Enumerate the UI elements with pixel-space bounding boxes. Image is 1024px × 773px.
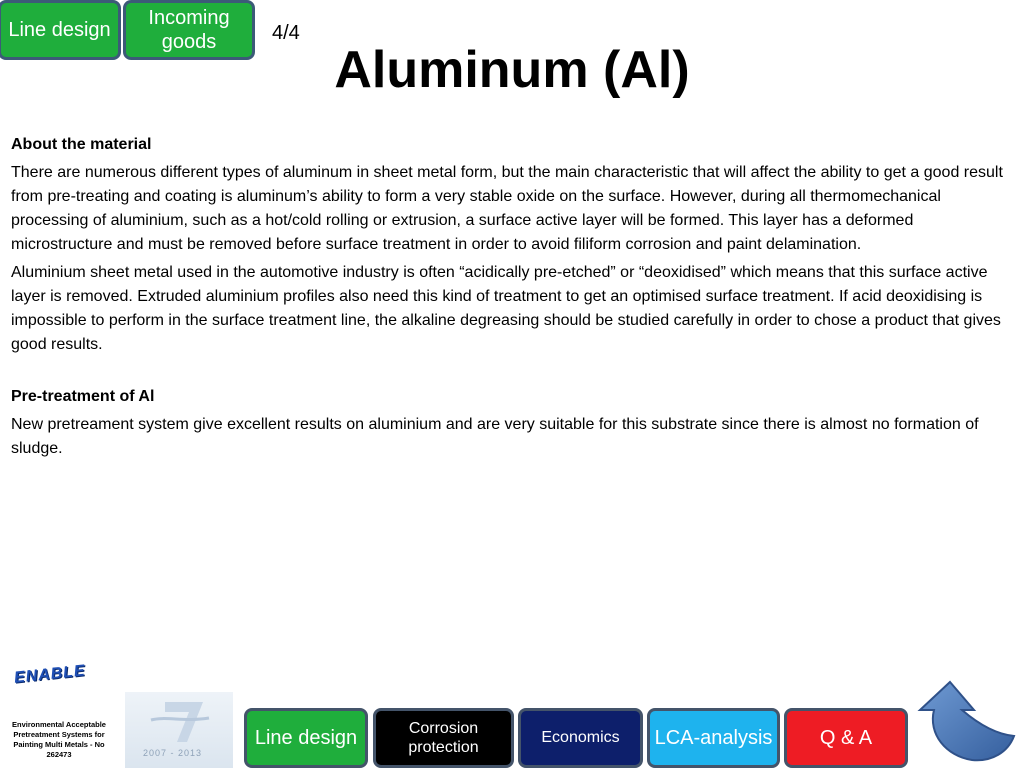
footer-line-design-label: Line design — [254, 727, 358, 749]
lca-analysis-button[interactable] — [647, 708, 780, 768]
footer-line-design-button[interactable] — [244, 708, 368, 768]
back-arrow-icon — [912, 676, 1020, 766]
about-paragraph-2: Aluminium sheet metal used in the automotive industry is often “acidically pre-etched” or “deoxidised” which means that this surface active layer is removed. Extruded aluminium profiles also need this kind of treatment to get an optimised surface treatment. If acid deoxidising is impossible to perform in the surface treatment line, the alkaline degreasing should be studied carefully in order to chose a product that gives good results. — [11, 264, 1001, 353]
pretreatment-heading: Pre-treatment of Al — [11, 388, 155, 405]
content-body — [11, 133, 1013, 465]
project-caption: Environmental Acceptable Pretreatment Systems for Painting Multi Metals - No 262473 — [12, 720, 106, 759]
spacer — [11, 361, 1013, 385]
page-title: Aluminum (Al) — [334, 41, 690, 99]
pretreatment-paragraph: New pretreament system give excellent results on aluminium and are very suitable for this substrate since there is almost no formation of sludge. — [11, 416, 979, 457]
lca-analysis-label: LCA-analysis — [654, 727, 773, 749]
corrosion-protection-button[interactable] — [373, 708, 514, 768]
qa-label: Q & A — [819, 727, 873, 749]
enable-logo: ENABLE — [13, 662, 87, 687]
about-paragraph-1: There are numerous different types of aluminum in sheet metal form, but the main characteristic that will affect the ability to get a good result from pre-treating and coating is aluminum’s ability to form a very stable oxide on the surface. However, during all thermomechanical processing of aluminium, such as a hot/cold rolling or extrusion, a surface active layer will be formed. This layer has a deformed microstructure and must be removed before surface treatment in order to avoid filiform corrosion and paint delamination. — [11, 164, 1003, 253]
fp7-logo — [125, 692, 233, 768]
fp7-years: 2007 - 2013 — [143, 748, 203, 758]
about-heading: About the material — [11, 136, 152, 153]
line-design-label: Line design — [8, 19, 111, 41]
corrosion-protection-label: Corrosion protection — [408, 719, 479, 756]
economics-label: Economics — [541, 729, 620, 747]
page-counter: 4/4 — [272, 22, 300, 44]
economics-button[interactable] — [518, 708, 643, 768]
back-arrow-button[interactable] — [912, 676, 1020, 766]
incoming-goods-label: Incoming goods — [148, 7, 230, 53]
qa-button[interactable] — [784, 708, 908, 768]
